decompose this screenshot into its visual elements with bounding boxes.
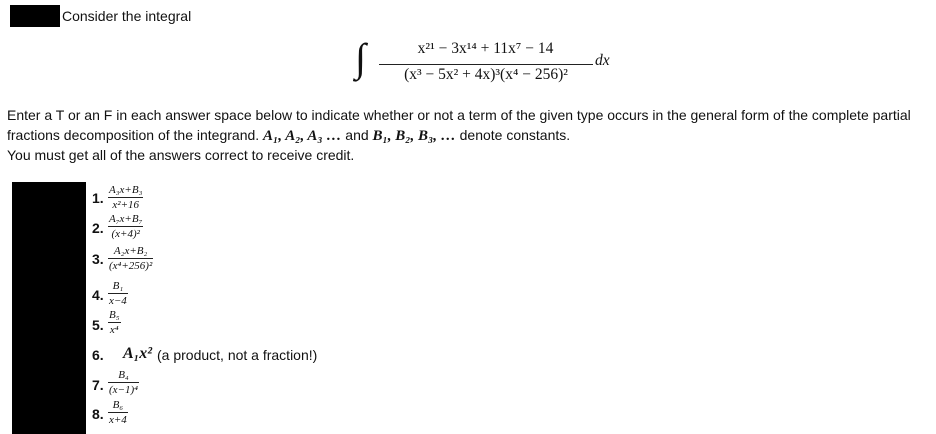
fraction-numerator: B₁ [112,280,124,292]
fraction-bar [108,293,128,294]
redacted-answer-column [12,182,86,434]
fraction-denominator: x²+16 [112,199,139,211]
question-7-fraction [108,369,139,396]
constants-b: B₁, B₂, B₃, … [372,128,456,144]
fraction-numerator: A₇x+B₇ [109,213,143,225]
fraction-denominator: (x⁴+256)² [109,260,153,272]
fraction-numerator: B₆ [112,399,124,411]
instruction-line-1: Enter a T or an F in each answer space below to indicate whether or not a term of the given type occurs in the general form of the complete partial [7,107,911,123]
fraction-bar [108,197,143,198]
instruction-text: and [341,127,373,143]
fraction-bar [108,322,121,323]
question-8-fraction [108,399,128,426]
instruction-line-2 [7,127,570,145]
fraction-denominator: x−4 [109,295,127,307]
prompt-text: Consider the integral [62,8,192,24]
fraction-numerator: A₂x+B₂ [113,245,148,257]
fraction-denominator: (x+4)² [111,228,140,240]
question-4-fraction [108,280,128,307]
instruction-text: fractions decomposition of the integrand. [7,127,264,143]
integral-numerator: x²¹ − 3x¹⁴ + 11x⁷ − 14 [417,40,554,57]
question-2-fraction [108,213,143,240]
fraction-denominator: (x−1)⁴ [109,384,138,396]
question-6-expression: A₁x² [123,345,153,362]
fraction-bar [108,226,143,227]
fraction-bar [108,258,153,259]
integral-denominator: (x³ − 5x² + 4x)³(x⁴ − 256)² [404,66,568,83]
fraction-bar [379,64,593,65]
question-3-fraction [108,245,153,272]
question-5-fraction [108,309,121,336]
question-6-note: (a product, not a fraction!) [157,347,318,363]
fraction-bar [108,382,139,383]
instruction-text: denote constants. [455,127,571,143]
fraction-bar [108,412,128,413]
question-number: 8. [92,406,104,422]
fraction-numerator: B₄ [118,369,129,381]
question-number: 6. [92,347,104,363]
integral-differential: dx [595,52,610,69]
question-number: 5. [92,317,104,333]
integral-sign: ∫ [355,35,366,80]
fraction-numerator: A₃x+B₃ [109,184,143,196]
fraction-numerator: B₅ [109,309,120,321]
question-number: 4. [92,287,104,303]
fraction-denominator: x⁴ [109,324,119,336]
redacted-block [10,5,60,27]
instruction-line-3: You must get all of the answers correct to receive credit. [7,147,355,163]
question-number: 2. [92,220,104,236]
question-number: 7. [92,377,104,393]
fraction-denominator: x+4 [109,414,127,426]
question-1-fraction [108,184,143,211]
integral-expression [355,36,615,96]
question-number: 1. [92,190,104,206]
constants-a: A₁, A₂, A₃ … [263,128,342,144]
question-number: 3. [92,251,104,267]
